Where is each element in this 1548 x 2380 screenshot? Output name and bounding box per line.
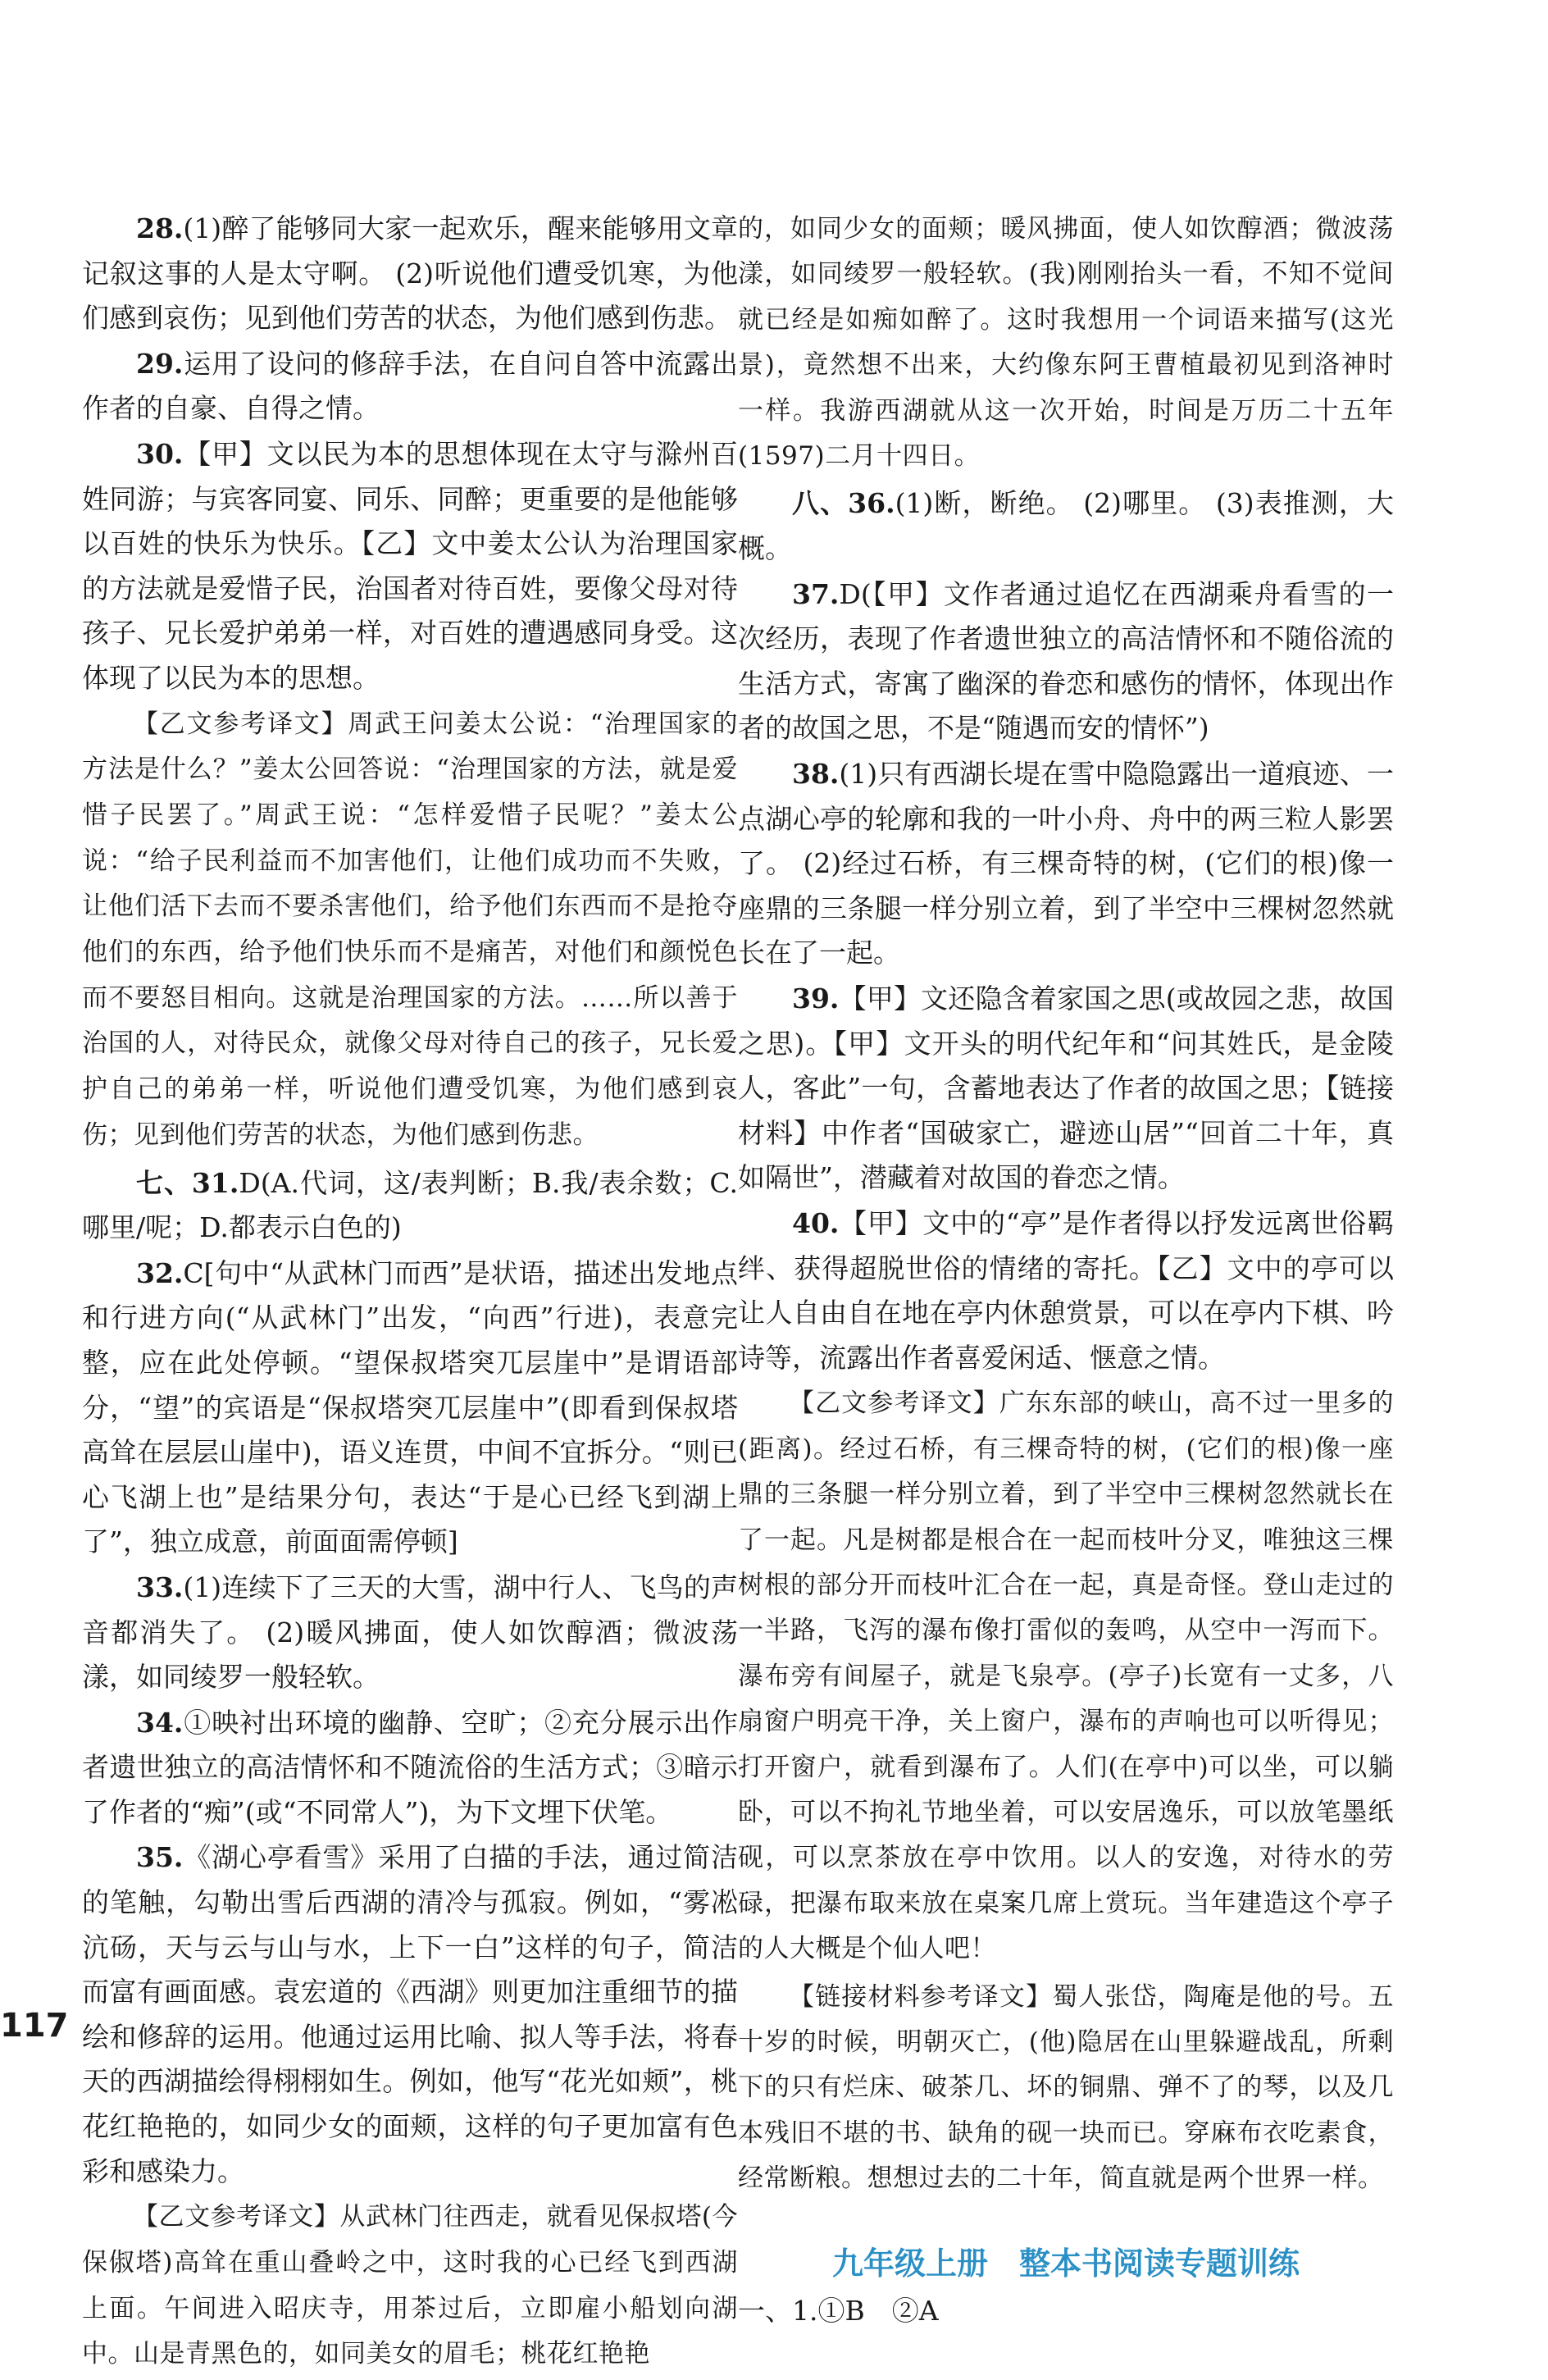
section-title: 九年级上册 整本书阅读专题训练	[831, 2244, 1300, 2282]
left-column	[82, 207, 738, 2380]
answer-32: 32.C[句中“从武林门而西”是状语，描述出发地点和行进方向(“从武林门”出发，“向西”行进)，表意完整，应在此处停顿。“望保叔塔突兀层崖中”是谓语部分，“望”的宾语是“保叔塔突兀层崖中”(即看到保叔塔高耸在层层山崖中)，语义连贯，中间不宜拆分。“则已心飞湖上也”是结果分句，表达“于是心已经飞到湖上了”，独立成意，前面面需停顿]	[82, 1256, 738, 1558]
page-number: 117	[0, 2007, 69, 2045]
translation-passage: 【乙文参考译文】广东东部的峡山，高不过一里多的(距离)。经过石桥，有三棵奇特的树，(它们的根)像一座鼎的三条腿一样分别立着，到了半空中三棵树忽然就长在了一起。凡是树都是根合在一起而枝叶分叉，唯独这三棵树根的部分开而枝叶汇合在一起，真是奇怪。登山走过的一半路，飞泻的瀑布像打雷似的轰鸣，从空中一泻而下。瀑布旁有间屋子，就是飞泉亭。(亭子)长宽有一丈多，八扇窗户明亮干净，关上窗户，瀑布的声响也可以听得见；打开窗户，就看到瀑布了。人们(在亭中)可以坐，可以躺卧，可以不拘礼节地坐着，可以安居逸乐，可以放笔墨纸砚，可以烹茶放在亭中饮用。以人的安逸，对待水的劳碌，把瀑布取来放在桌案几席上赏玩。当年建造这个亭子的人大概是个仙人吧！	[738, 1388, 1394, 1964]
answer-30: 30.【甲】文以民为本的思想体现在太守与滁州百姓同游；与宾客同宴、同乐、同醉；更重要的是他能够以百姓的快乐为快乐。【乙】文中姜太公认为治理国家的方法就是爱惜子民，治国者对待百姓，要像父母对待孩子、兄长爱护弟弟一样，对百姓的遭遇感同身受。这体现了以民为本的思想。	[82, 437, 738, 694]
answer-40: 40.【甲】文中的“亭”是作者得以抒发远离世俗羁绊、获得超脱世俗的情绪的寄托。【乙】文中的亭可以让人自由自在地在亭内休憩赏景，可以在亭内下棋、吟诗等，流露出作者喜爱闲适、惬意之情。	[738, 1206, 1394, 1374]
answer-section-1: 一、1.①B ②A	[738, 2295, 939, 2328]
answer-28: 28.(1)醉了能够同大家一起欢乐，醒来能够用文章记叙这事的人是太守啊。 (2)听说他们遭受饥寒，为他们感到哀伤；见到他们劳苦的状态，为他们感到伤悲。	[82, 212, 738, 335]
answer-35: 35.《湖心亭看雪》采用了白描的手法，通过简洁的笔触，勾勒出雪后西湖的清冷与孤寂。例如，“雾凇沆砀，天与云与山与水，上下一白”这样的句子，简洁而富有画面感。袁宏道的《西湖》则更加注重细节的描绘和修辞的运用。他通过运用比喻、拟人等手法，将春天的西湖描绘得栩栩如生。例如，他写“花光如颊”，桃花红艳艳的，如同少女的面颊，这样的句子更加富有色彩和感染力。	[82, 1841, 738, 2187]
link-material-translation: 【链接材料参考译文】蜀人张岱，陶庵是他的号。五十岁的时候，明朝灭亡，(他)隐居在山里躲避战乱，所剩下的只有烂床、破茶几、坏的铜鼎、弹不了的琴，以及几本残旧不堪的书、缺角的砚一块而已。穿麻布衣吃素食，经常断粮。想想过去的二十年，简直就是两个世界一样。	[738, 1981, 1394, 2194]
answer-37: 37.D(【甲】文作者通过追忆在西湖乘舟看雪的一次经历，表现了作者遗世独立的高洁情怀和不随俗流的生活方式，寄寓了幽深的眷恋和感伤的情怀，体现出作者的故国之思，不是“随遇而安的情怀”)	[738, 577, 1394, 745]
answer-36: 八、36.(1)断，断绝。 (2)哪里。 (3)表推测，大概。	[738, 487, 1394, 565]
translation-passage: 【乙文参考译文】周武王问姜太公说：“治理国家的方法是什么？”姜太公回答说：“治理国家的方法，就是爱惜子民罢了。”周武王说：“怎样爱惜子民呢？”姜太公说：“给子民利益而不加害他们，让他们成功而不失败，让他们活下去而不要杀害他们，给予他们东西而不是抢夺他们的东西，给予他们快乐而不是痛苦，对他们和颜悦色而不要怒目相向。这就是治理国家的方法。……所以善于治国的人，对待民众，就像父母对待自己的孩子，兄长爱护自己的弟弟一样，听说他们遭受饥寒，为他们感到哀伤；见到他们劳苦的状态，为他们感到伤悲。	[82, 709, 738, 1150]
answer-29: 29.运用了设问的修辞手法，在自问自答中流露出作者的自豪、自得之情。	[82, 347, 738, 425]
translation-passage-continued: 的，如同少女的面颊；暖风拂面，使人如饮醇酒；微波荡漾，如同绫罗一般轻软。(我)刚刚抬头一看，不知不觉间就已经是如痴如醉了。这时我想用一个词语来描写(这光景)，竟然想不出来，大约像东阿王曹植最初见到洛神时一样。我游西湖就从这一次开始，时间是万历二十五年(1597)二月十四日。	[738, 214, 1394, 472]
answer-34: 34.①映衬出环境的幽静、空旷；②充分展示出作者遗世独立的高洁情怀和不随流俗的生活方式；③暗示了作者的“痴”(或“不同常人”)，为下文埋下伏笔。	[82, 1706, 738, 1828]
answer-33: 33.(1)连续下了三天的大雪，湖中行人、飞鸟的声音都消失了。 (2)暖风拂面，使人如饮醇酒；微波荡漾，如同绫罗一般轻软。	[82, 1571, 738, 1694]
answer-39: 39.【甲】文还隐含着家国之思(或故园之悲，故国之思)。【甲】文开头的明代纪年和“问其姓氏，是金陵人，客此”一句，含蓄地表达了作者的故国之思；【链接材料】中作者“国破家亡，避迹山居”“回首二十年，真如隔世”，潜藏着对故国的眷恋之情。	[738, 982, 1394, 1194]
answer-31: 七、31.D(A.代词，这/表判断；B.我/表余数；C.哪里/呢；D.都表示白色的)	[82, 1166, 738, 1244]
translation-passage: 【乙文参考译文】从武林门往西走，就看见保叔塔(今保俶塔)高耸在重山叠岭之中，这时我的心已经飞到西湖上面。午间进入昭庆寺，用茶过后，立即雇小船划向湖中。山是青黑色的，如同美女的眉毛；桃花红艳艳	[82, 2202, 738, 2369]
right-column	[738, 207, 1394, 2335]
answer-38: 38.(1)只有西湖长堤在雪中隐隐露出一道痕迹、一点湖心亭的轮廓和我的一叶小舟、舟中的两三粒人影罢了。 (2)经过石桥，有三棵奇特的树，(它们的根)像一座鼎的三条腿一样分别立着，到了半空中三棵树忽然就长在了一起。	[738, 758, 1394, 969]
